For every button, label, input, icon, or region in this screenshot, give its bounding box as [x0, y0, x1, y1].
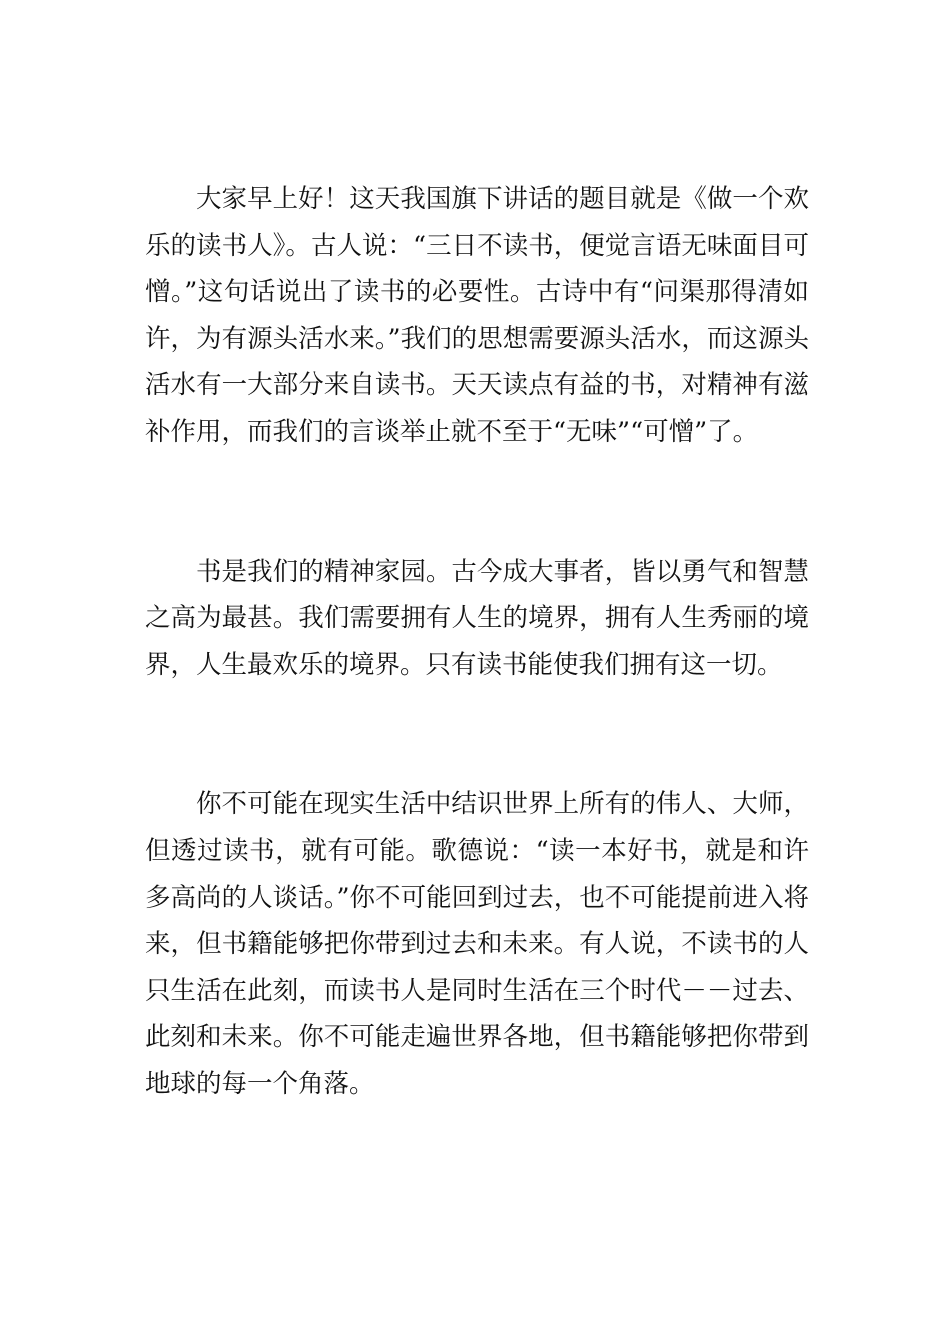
document-body: [145, 176, 809, 1108]
paragraph-1: 大家早上好！这天我国旗下讲话的题目就是《做一个欢乐的读书人》。古人说：“三日不读书，便觉言语无味面目可憎。”这句话说出了读书的必要性。古诗中有“问渠那得清如许，为有源头活水来。”我们的思想需要源头活水，而这源头活水有一大部分来自读书。天天读点有益的书，对精神有滋补作用，而我们的言谈举止就不至于“无味”“可憎”了。: [145, 184, 809, 447]
paragraph-3: 你不可能在现实生活中结识世界上所有的伟人、大师，但透过读书，就有可能。歌德说：“读一本好书，就是和许多高尚的人谈话。”你不可能回到过去，也不可能提前进入将来，但书籍能够把你带到过去和未来。有人说，不读书的人只生活在此刻，而读书人是同时生活在三个时代－－过去、此刻和未来。你不可能走遍世界各地，但书籍能够把你带到地球的每一个角落。: [145, 789, 809, 1099]
paragraph-2: 书是我们的精神家园。古今成大事者，皆以勇气和智慧之高为最甚。我们需要拥有人生的境界，拥有人生秀丽的境界，人生最欢乐的境界。只有读书能使我们拥有这一切。: [145, 556, 809, 680]
